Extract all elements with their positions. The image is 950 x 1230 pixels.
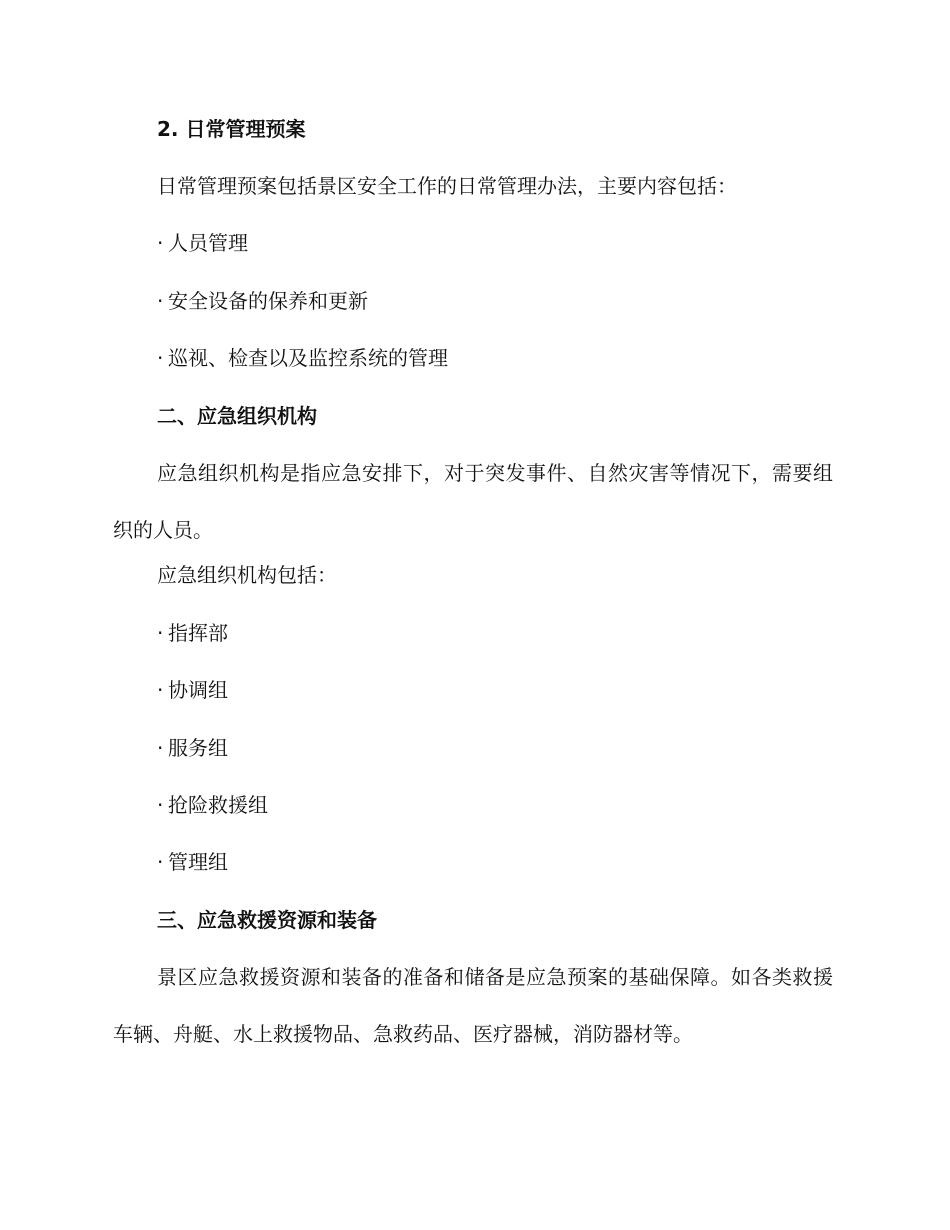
list-item [157, 286, 368, 316]
list-item [157, 618, 228, 648]
list-item-text: 人员管理 [168, 231, 248, 255]
organization-paragraph: 应急组织机构是指应急安排下，对于突发事件、自然灾害等情况下，需要组织的人员。 [113, 461, 833, 542]
bullet-marker: · [157, 793, 164, 817]
list-item-text: 指挥部 [168, 621, 228, 645]
list-item-text: 安全设备的保养和更新 [168, 289, 368, 313]
list-item-text: 服务组 [168, 736, 228, 760]
list-item [157, 847, 228, 877]
list-item [157, 228, 248, 258]
bullet-marker: · [157, 678, 164, 702]
list-item-text: 协调组 [168, 678, 228, 702]
heading-emergency-organization: 二、应急组织机构 [157, 404, 317, 428]
organization-intro: 应急组织机构包括： [157, 563, 337, 587]
heading-rescue-resources: 三、应急救援资源和装备 [157, 908, 377, 932]
list-item [157, 790, 268, 820]
list-item [157, 733, 228, 763]
bullet-marker: · [157, 231, 164, 255]
bullet-marker: · [157, 289, 164, 313]
bullet-marker: · [157, 850, 164, 874]
list-item-text: 管理组 [168, 850, 228, 874]
bullet-marker: · [157, 346, 164, 370]
list-item-text: 抢险救援组 [168, 793, 268, 817]
bullet-marker: · [157, 621, 164, 645]
daily-management-intro: 日常管理预案包括景区安全工作的日常管理办法，主要内容包括： [157, 174, 737, 198]
list-item [157, 675, 228, 705]
list-item [157, 343, 448, 373]
list-item-text: 巡视、检查以及监控系统的管理 [168, 346, 448, 370]
heading-daily-management: 2. 日常管理预案 [157, 117, 306, 141]
resources-paragraph: 景区应急救援资源和装备的准备和储备是应急预案的基础保障。如各类救援车辆、舟艇、水上救援物品、急救药品、医疗器械，消防器材等。 [113, 965, 833, 1046]
bullet-marker: · [157, 736, 164, 760]
